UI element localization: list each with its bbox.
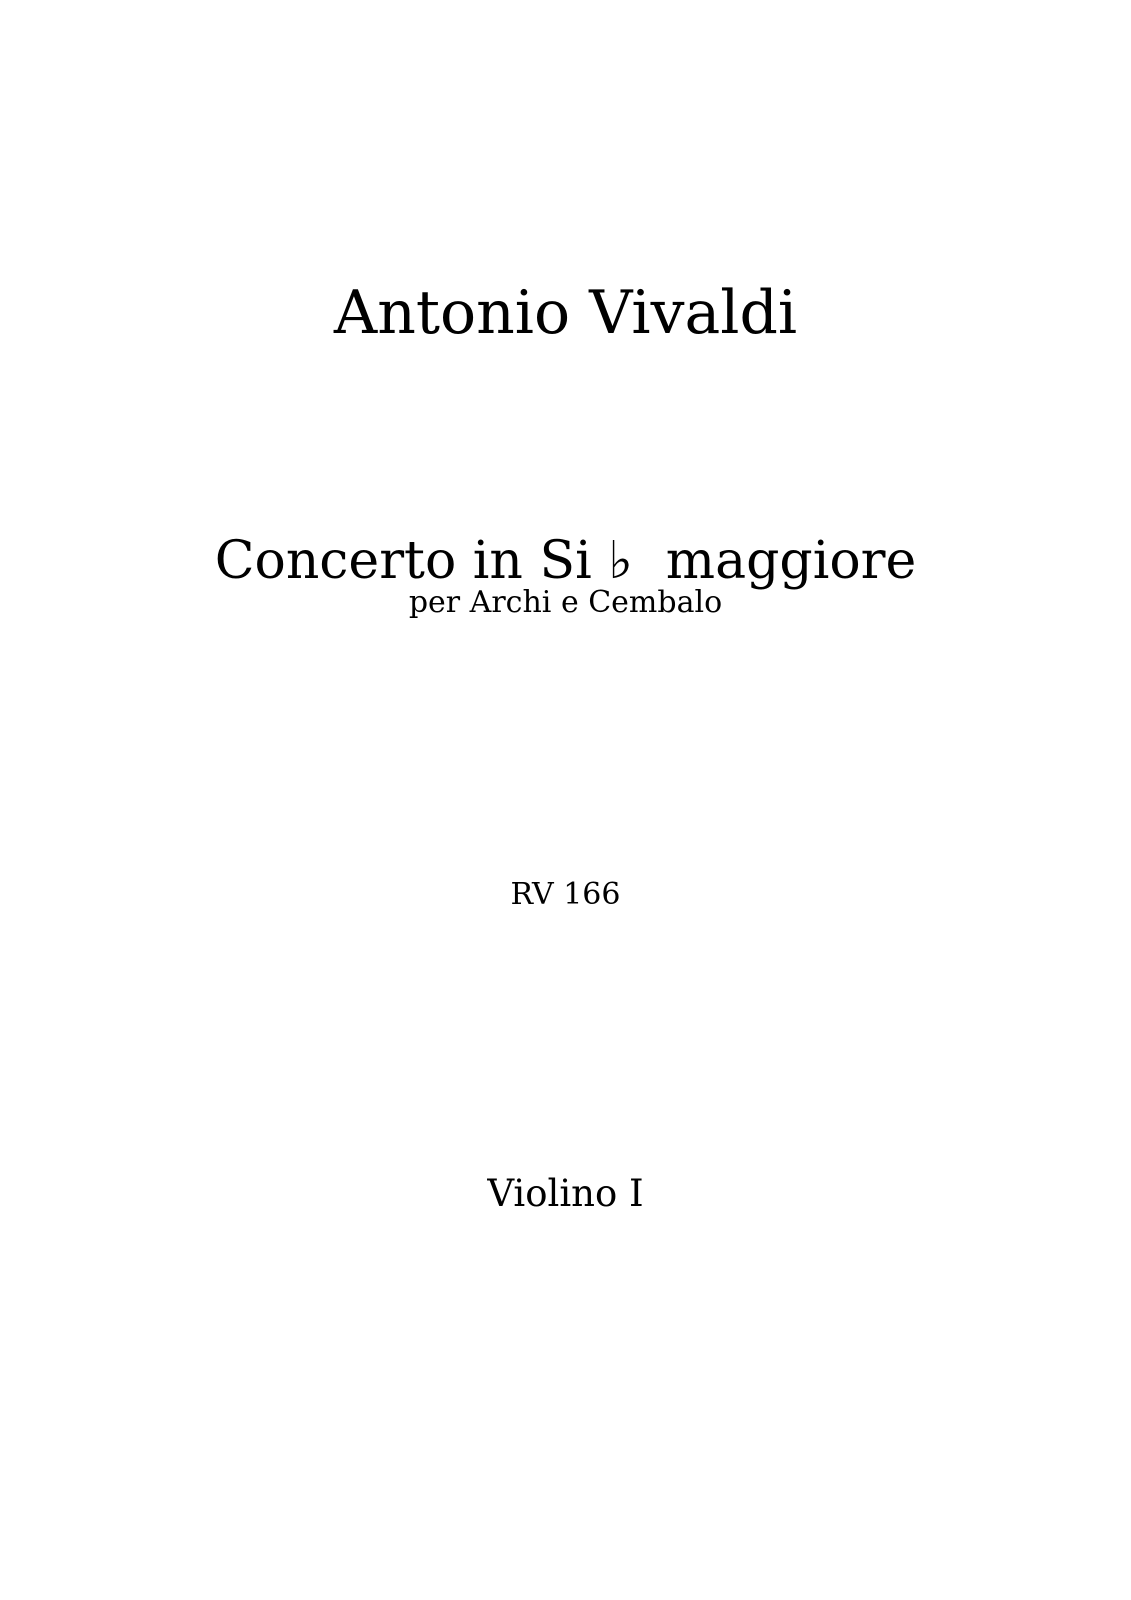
catalog-number: RV 166 [510, 877, 621, 912]
work-subtitle: per Archi e Cembalo [408, 585, 723, 620]
work-title: Concerto in Si ♭ maggiore [214, 531, 917, 591]
composer-name: Antonio Vivaldi [333, 278, 798, 348]
part-name: Violino I [487, 1172, 644, 1215]
